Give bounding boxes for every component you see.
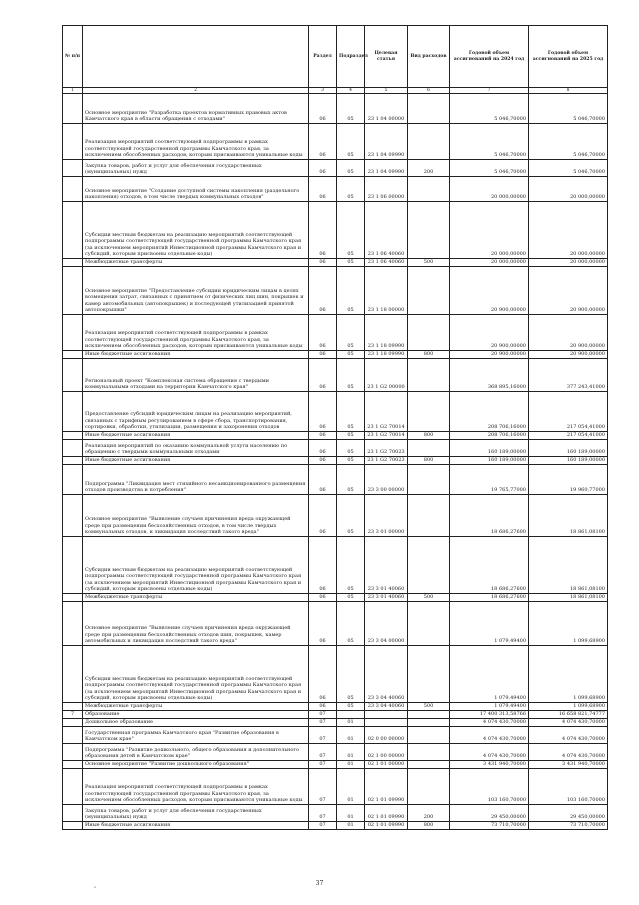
row-target-article: 23 1 G2 70023 [365, 440, 408, 457]
row-sum-2024: 18 686,27600 [450, 537, 529, 594]
table-row [63, 315, 608, 351]
row-expense-type [408, 124, 450, 160]
row-target-article: 02 1 01 00000 [365, 761, 408, 769]
row-razdel: 07 [309, 822, 337, 830]
row-podrazdel: 05 [337, 465, 365, 495]
row-razdel: 06 [309, 267, 337, 315]
row-razdel: 06 [309, 94, 337, 124]
row-target-article: 23 3 04 00000 [365, 602, 408, 646]
row-sum-2024: 18 686,27600 [450, 594, 529, 602]
table-row [63, 465, 608, 495]
row-target-article: 23 1 18 09990 [365, 315, 408, 351]
header-num: № п/п [63, 26, 83, 88]
row-number [63, 94, 83, 124]
row-razdel: 06 [309, 359, 337, 392]
row-sum-2024: 18 686,27600 [450, 495, 529, 537]
row-podrazdel: 05 [337, 594, 365, 602]
row-razdel: 06 [309, 202, 337, 259]
row-sum-2024: 5 046,70000 [450, 160, 529, 177]
row-expense-type [408, 359, 450, 392]
table-row [63, 94, 608, 124]
row-expense-type [408, 94, 450, 124]
row-target-article: 23 1 G2 00000 [365, 359, 408, 392]
row-target-article: 23 3 01 40060 [365, 537, 408, 594]
row-razdel: 06 [309, 392, 337, 432]
row-target-article [365, 711, 408, 719]
row-number [63, 315, 83, 351]
row-target-article: 23 3 01 40060 [365, 594, 408, 602]
row-sum-2025: 5 046,70000 [529, 94, 608, 124]
row-number [63, 495, 83, 537]
row-sum-2025: 160 189,00000 [529, 457, 608, 465]
table-row [63, 259, 608, 267]
row-expense-type: 200 [408, 805, 450, 822]
table-row [63, 202, 608, 259]
row-sum-2024: 1 079,49400 [450, 703, 529, 711]
row-sum-2024: 73 710,70000 [450, 822, 529, 830]
row-target-article: 02 1 01 09990 [365, 805, 408, 822]
row-sum-2024: 17 400 313,58766 [450, 711, 529, 719]
table-row [63, 769, 608, 805]
header-name [83, 26, 309, 88]
row-sum-2025: 1 099,68900 [529, 646, 608, 703]
row-number [63, 124, 83, 160]
row-expense-type [408, 602, 450, 646]
row-sum-2025: 5 046,70000 [529, 160, 608, 177]
row-name: Субсидии местным бюджетам на реализацию мероприятий соответствующей подпрограммы соответствующей государственной программы Камчатского края (за исключением мероприятий Инвестиционной программы Камчатского края и субсидий, которым присвоены отдельные коды) [83, 646, 309, 703]
row-name: Подпрограмма "Ликвидация мест стихийного несанкционированного размещения отходов производства и потребления" [83, 465, 309, 495]
row-sum-2025: 1 099,68900 [529, 703, 608, 711]
row-expense-type [408, 440, 450, 457]
row-expense-type [408, 177, 450, 202]
row-number [63, 744, 83, 761]
row-razdel: 07 [309, 744, 337, 761]
column-number: 6 [408, 88, 450, 94]
row-name: Реализация мероприятий по оказанию коммунальной услуги населению по обращению с твердыми коммунальными отходами [83, 440, 309, 457]
row-expense-type: 800 [408, 822, 450, 830]
row-expense-type [408, 267, 450, 315]
row-sum-2024: 20 000,00000 [450, 177, 529, 202]
row-name: Иные бюджетные ассигнования [83, 432, 309, 440]
row-podrazdel: 05 [337, 160, 365, 177]
row-razdel: 06 [309, 646, 337, 703]
table-row [63, 719, 608, 727]
row-expense-type: 800 [408, 351, 450, 359]
row-razdel: 06 [309, 259, 337, 267]
row-target-article [365, 719, 408, 727]
row-sum-2025: 217 054,41000 [529, 392, 608, 432]
row-number [63, 432, 83, 440]
row-expense-type [408, 727, 450, 744]
row-sum-2025: 18 861,08100 [529, 537, 608, 594]
row-sum-2024: 3 431 940,70000 [450, 761, 529, 769]
row-podrazdel: 05 [337, 259, 365, 267]
row-number [63, 392, 83, 432]
row-sum-2025: 20 000,00000 [529, 177, 608, 202]
row-name: Иные бюджетные ассигнования [83, 822, 309, 830]
row-target-article: 02 0 00 00000 [365, 727, 408, 744]
table-row [63, 160, 608, 177]
table-header-row [63, 26, 608, 88]
row-podrazdel: 05 [337, 602, 365, 646]
header-expense-type: Вид расходов [408, 26, 450, 88]
table-row [63, 805, 608, 822]
row-razdel: 07 [309, 719, 337, 727]
table-row [63, 359, 608, 392]
table-row [63, 761, 608, 769]
row-razdel: 07 [309, 727, 337, 744]
row-sum-2024: 29 450,00000 [450, 805, 529, 822]
row-sum-2024: 5 046,70000 [450, 124, 529, 160]
row-number [63, 727, 83, 744]
row-razdel: 06 [309, 495, 337, 537]
row-name: Реализация мероприятий соответствующей подпрограммы в рамках соответствующей государственной программы Камчатского края, за исключением обособленных расходов, которым присваиваются уникальные коды [83, 315, 309, 351]
row-target-article: 23 3 04 40060 [365, 703, 408, 711]
table-row [63, 124, 608, 160]
row-sum-2025: 20 900,00000 [529, 267, 608, 315]
row-razdel: 06 [309, 432, 337, 440]
row-expense-type: 500 [408, 594, 450, 602]
row-expense-type [408, 646, 450, 703]
row-sum-2024: 4 074 430,70000 [450, 719, 529, 727]
row-razdel: 07 [309, 805, 337, 822]
row-number [63, 259, 83, 267]
row-podrazdel: 05 [337, 432, 365, 440]
row-name: Межбюджетные трансферты [83, 594, 309, 602]
row-sum-2025: 103 160,70000 [529, 769, 608, 805]
row-sum-2025: 377 243,41000 [529, 359, 608, 392]
row-expense-type [408, 495, 450, 537]
row-sum-2024: 160 189,00000 [450, 440, 529, 457]
row-razdel: 07 [309, 711, 337, 719]
row-number [63, 646, 83, 703]
row-podrazdel: 01 [337, 805, 365, 822]
row-name: Основное мероприятие "Развитие дошкольного образования" [83, 761, 309, 769]
row-sum-2025: 16 658 821,74777 [529, 711, 608, 719]
row-number [63, 602, 83, 646]
row-expense-type [408, 761, 450, 769]
row-expense-type [408, 315, 450, 351]
row-podrazdel: 05 [337, 392, 365, 432]
row-sum-2024: 103 160,70000 [450, 769, 529, 805]
row-podrazdel: 05 [337, 94, 365, 124]
column-number: 4 [337, 88, 365, 94]
row-sum-2025: 18 861,08100 [529, 594, 608, 602]
row-name: Региональный проект "Комплексная система обращения с твердыми коммунальными отходами на территории Камчатского края" [83, 359, 309, 392]
row-razdel: 07 [309, 761, 337, 769]
row-expense-type [408, 744, 450, 761]
row-podrazdel: 01 [337, 719, 365, 727]
row-razdel: 06 [309, 602, 337, 646]
row-podrazdel: 05 [337, 315, 365, 351]
column-number: 2 [83, 88, 309, 94]
row-razdel: 06 [309, 177, 337, 202]
row-expense-type: 800 [408, 432, 450, 440]
row-target-article: 23 1 04 09990 [365, 124, 408, 160]
row-sum-2025: 20 000,00000 [529, 202, 608, 259]
row-podrazdel: 05 [337, 124, 365, 160]
row-podrazdel: 05 [337, 457, 365, 465]
row-expense-type [408, 202, 450, 259]
table-row [63, 432, 608, 440]
row-podrazdel: 05 [337, 267, 365, 315]
row-sum-2024: 160 189,00000 [450, 457, 529, 465]
row-podrazdel: 05 [337, 440, 365, 457]
row-expense-type [408, 392, 450, 432]
row-podrazdel: 01 [337, 727, 365, 744]
row-name: Закупка товаров, работ и услуг для обеспечения государственных (муниципальных) нужд [83, 160, 309, 177]
row-number [63, 202, 83, 259]
row-sum-2024: 368 895,16000 [450, 359, 529, 392]
row-podrazdel: 05 [337, 177, 365, 202]
row-sum-2024: 1 079,49400 [450, 602, 529, 646]
row-name: Иные бюджетные ассигнования [83, 351, 309, 359]
row-sum-2025: 20 900,00000 [529, 351, 608, 359]
row-podrazdel: 05 [337, 646, 365, 703]
corner-mark: ʻ [94, 886, 96, 893]
table-row [63, 392, 608, 432]
row-target-article: 23 1 18 09990 [365, 351, 408, 359]
row-sum-2025: 29 450,00000 [529, 805, 608, 822]
row-razdel: 06 [309, 465, 337, 495]
row-podrazdel: 01 [337, 769, 365, 805]
row-sum-2025: 19 960,77000 [529, 465, 608, 495]
row-target-article: 23 1 G2 70014 [365, 432, 408, 440]
row-podrazdel: 01 [337, 744, 365, 761]
row-sum-2024: 19 765,77000 [450, 465, 529, 495]
column-number: 5 [365, 88, 408, 94]
row-sum-2024: 1 079,49400 [450, 646, 529, 703]
page-number: 37 [315, 880, 324, 887]
row-razdel: 06 [309, 160, 337, 177]
row-razdel: 06 [309, 703, 337, 711]
row-name: Межбюджетные трансферты [83, 703, 309, 711]
row-sum-2025: 20 900,00000 [529, 315, 608, 351]
row-target-article: 02 1 01 09990 [365, 822, 408, 830]
row-expense-type: 500 [408, 259, 450, 267]
row-number [63, 822, 83, 830]
row-sum-2025: 160 189,00000 [529, 440, 608, 457]
row-name: Основное мероприятие "Разработка проектов нормативных правовых актов Камчатского края в области обращения с отходами" [83, 94, 309, 124]
row-number [63, 359, 83, 392]
row-target-article: 23 1 04 09990 [365, 160, 408, 177]
row-expense-type [408, 719, 450, 727]
row-name: Дошкольное образование [83, 719, 309, 727]
row-sum-2024: 208 706,16000 [450, 432, 529, 440]
table-row [63, 703, 608, 711]
row-number [63, 719, 83, 727]
row-sum-2025: 20 000,00000 [529, 259, 608, 267]
row-sum-2024: 20 900,00000 [450, 315, 529, 351]
row-sum-2024: 20 000,00000 [450, 259, 529, 267]
column-number: 3 [309, 88, 337, 94]
row-number [63, 537, 83, 594]
row-number [63, 351, 83, 359]
row-podrazdel: 05 [337, 537, 365, 594]
row-sum-2025: 4 074 430,70000 [529, 727, 608, 744]
row-target-article: 23 1 G2 70023 [365, 457, 408, 465]
row-name: Иные бюджетные ассигнования [83, 457, 309, 465]
row-number [63, 465, 83, 495]
row-name: Основное мероприятие "Выявление случаев причинения вреда окружающей среде при размещении бесхозяйственных отходов шин, покрышек, камер автомобильных и ликвидация последствий такого вреда" [83, 602, 309, 646]
table-row [63, 267, 608, 315]
row-expense-type: 500 [408, 703, 450, 711]
row-razdel: 06 [309, 351, 337, 359]
table-row [63, 537, 608, 594]
row-sum-2024: 20 900,00000 [450, 267, 529, 315]
row-name: Межбюджетные трансферты [83, 259, 309, 267]
row-podrazdel [337, 711, 365, 719]
header-podrazdel: Подраздел [337, 26, 365, 88]
row-razdel: 06 [309, 440, 337, 457]
row-number [63, 177, 83, 202]
row-sum-2024: 4 074 430,70000 [450, 727, 529, 744]
row-sum-2024: 5 046,70000 [450, 94, 529, 124]
row-number [63, 594, 83, 602]
row-target-article: 23 3 01 00000 [365, 495, 408, 537]
table-row [63, 177, 608, 202]
table-row [63, 822, 608, 830]
row-sum-2025: 18 861,08100 [529, 495, 608, 537]
table-row [63, 646, 608, 703]
row-number [63, 457, 83, 465]
row-name: Основное мероприятие "Предоставление субсидии юридическим лицам в целях возмещения затрат, связанных с принятием от физических лиц шин, покрышек и камер автомобильных (автопокрышек) и последующей утилизацией принятой автопокрышки" [83, 267, 309, 315]
row-sum-2025: 4 074 430,70000 [529, 744, 608, 761]
row-podrazdel: 01 [337, 822, 365, 830]
row-number [63, 805, 83, 822]
row-podrazdel: 05 [337, 351, 365, 359]
row-name: Закупка товаров, работ и услуг для обеспечения государственных (муниципальных) нужд [83, 805, 309, 822]
row-target-article: 02 1 01 09990 [365, 769, 408, 805]
table-row [63, 457, 608, 465]
row-target-article: 23 3 04 40060 [365, 646, 408, 703]
row-target-article: 23 1 18 00000 [365, 267, 408, 315]
row-sum-2025: 3 431 940,70000 [529, 761, 608, 769]
row-razdel: 06 [309, 537, 337, 594]
row-name: Субсидии местным бюджетам на реализацию мероприятий соответствующей подпрограммы соответствующей государственной программы Камчатского края (за исключением мероприятий Инвестиционной программы Камчатского края и субсидий, которым присвоены отдельные коды) [83, 537, 309, 594]
row-target-article: 23 1 06 40060 [365, 202, 408, 259]
row-sum-2025: 73 710,70000 [529, 822, 608, 830]
row-number [63, 769, 83, 805]
row-razdel: 06 [309, 315, 337, 351]
column-number: 1 [63, 88, 83, 94]
row-expense-type: 200 [408, 160, 450, 177]
row-name: Реализация мероприятий соответствующей подпрограммы в рамках соответствующей государственной программы Камчатского края, за исключением обособленных расходов, которым присваиваются уникальные коды [83, 124, 309, 160]
row-podrazdel: 05 [337, 495, 365, 537]
column-number: 8 [529, 88, 608, 94]
row-podrazdel: 05 [337, 703, 365, 711]
row-sum-2024: 20 900,00000 [450, 351, 529, 359]
table-row [63, 711, 608, 719]
row-number [63, 703, 83, 711]
row-sum-2024: 4 074 430,70000 [450, 744, 529, 761]
row-target-article: 23 3 00 00000 [365, 465, 408, 495]
row-sum-2025: 5 046,70000 [529, 124, 608, 160]
row-sum-2025: 217 054,41000 [529, 432, 608, 440]
row-expense-type [408, 537, 450, 594]
header-target-article: Целевая статья [365, 26, 408, 88]
row-name: Субсидии местным бюджетам на реализацию мероприятий соответствующей подпрограммы соответствующей государственной программы Камчатского края (за исключением мероприятий Инвестиционной программы Камчатского края и субсидий, которым присвоены отдельные коды) [83, 202, 309, 259]
row-target-article: 23 1 G2 70014 [365, 392, 408, 432]
row-target-article: 23 1 06 00000 [365, 177, 408, 202]
header-sum-2024: Годовой объем ассигнований на 2024 год [450, 26, 529, 88]
row-name: Реализация мероприятий соответствующей подпрограммы в рамках соответствующей государственной программы Камчатского края, за исключением обособленных расходов, которым присваиваются уникальные коды [83, 769, 309, 805]
row-name: Основное мероприятие "Создание доступной системы накопления (раздельного накопления) отходов, в том числе твердых коммунальных отходов" [83, 177, 309, 202]
table-row [63, 727, 608, 744]
row-podrazdel: 05 [337, 202, 365, 259]
row-sum-2024: 20 000,00000 [450, 202, 529, 259]
row-target-article: 23 1 06 40060 [365, 259, 408, 267]
row-target-article: 23 1 04 00000 [365, 94, 408, 124]
row-sum-2025: 1 099,68900 [529, 602, 608, 646]
table-row [63, 440, 608, 457]
row-sum-2025: 4 074 430,70000 [529, 719, 608, 727]
row-number [63, 440, 83, 457]
table-row [63, 594, 608, 602]
row-expense-type: 800 [408, 457, 450, 465]
column-number: 7 [450, 88, 529, 94]
row-name: Государственная программа Камчатского края "Развитие образования в Камчатском крае" [83, 727, 309, 744]
row-number [63, 761, 83, 769]
table-body [63, 94, 608, 830]
row-podrazdel: 01 [337, 761, 365, 769]
row-number: 7 [63, 711, 83, 719]
row-razdel: 07 [309, 769, 337, 805]
row-podrazdel: 05 [337, 359, 365, 392]
appropriations-table [62, 25, 608, 830]
table-row [63, 351, 608, 359]
row-number [63, 267, 83, 315]
row-expense-type [408, 711, 450, 719]
row-name: Основное мероприятие "Выявление случаев причинения вреда окружающей среде при размещении бесхозяйственных отходов, в том числе твердых коммунальных отходов, и ликвидация последствий такого вреда" [83, 495, 309, 537]
table-row [63, 744, 608, 761]
row-razdel: 06 [309, 124, 337, 160]
row-name: Предоставление субсидий юридическим лицам на реализацию мероприятий, связанных с тарифным регулированием в сфере сбора, транспортирования, сортировки, обработки, утилизации, размещения и захоронения отходов [83, 392, 309, 432]
row-name: Образование [83, 711, 309, 719]
row-target-article: 02 1 00 00000 [365, 744, 408, 761]
row-razdel: 06 [309, 594, 337, 602]
header-razdel: Раздел [309, 26, 337, 88]
row-razdel: 06 [309, 457, 337, 465]
row-name: Подпрограмма "Развитие дошкольного, общего образования и дополнительного образования детей в Камчатском крае" [83, 744, 309, 761]
row-number [63, 160, 83, 177]
table-row [63, 602, 608, 646]
row-expense-type [408, 769, 450, 805]
table-row [63, 495, 608, 537]
row-expense-type [408, 465, 450, 495]
header-sum-2025: Годовой объем ассигнований на 2025 год [529, 26, 608, 88]
row-sum-2024: 208 706,16000 [450, 392, 529, 432]
